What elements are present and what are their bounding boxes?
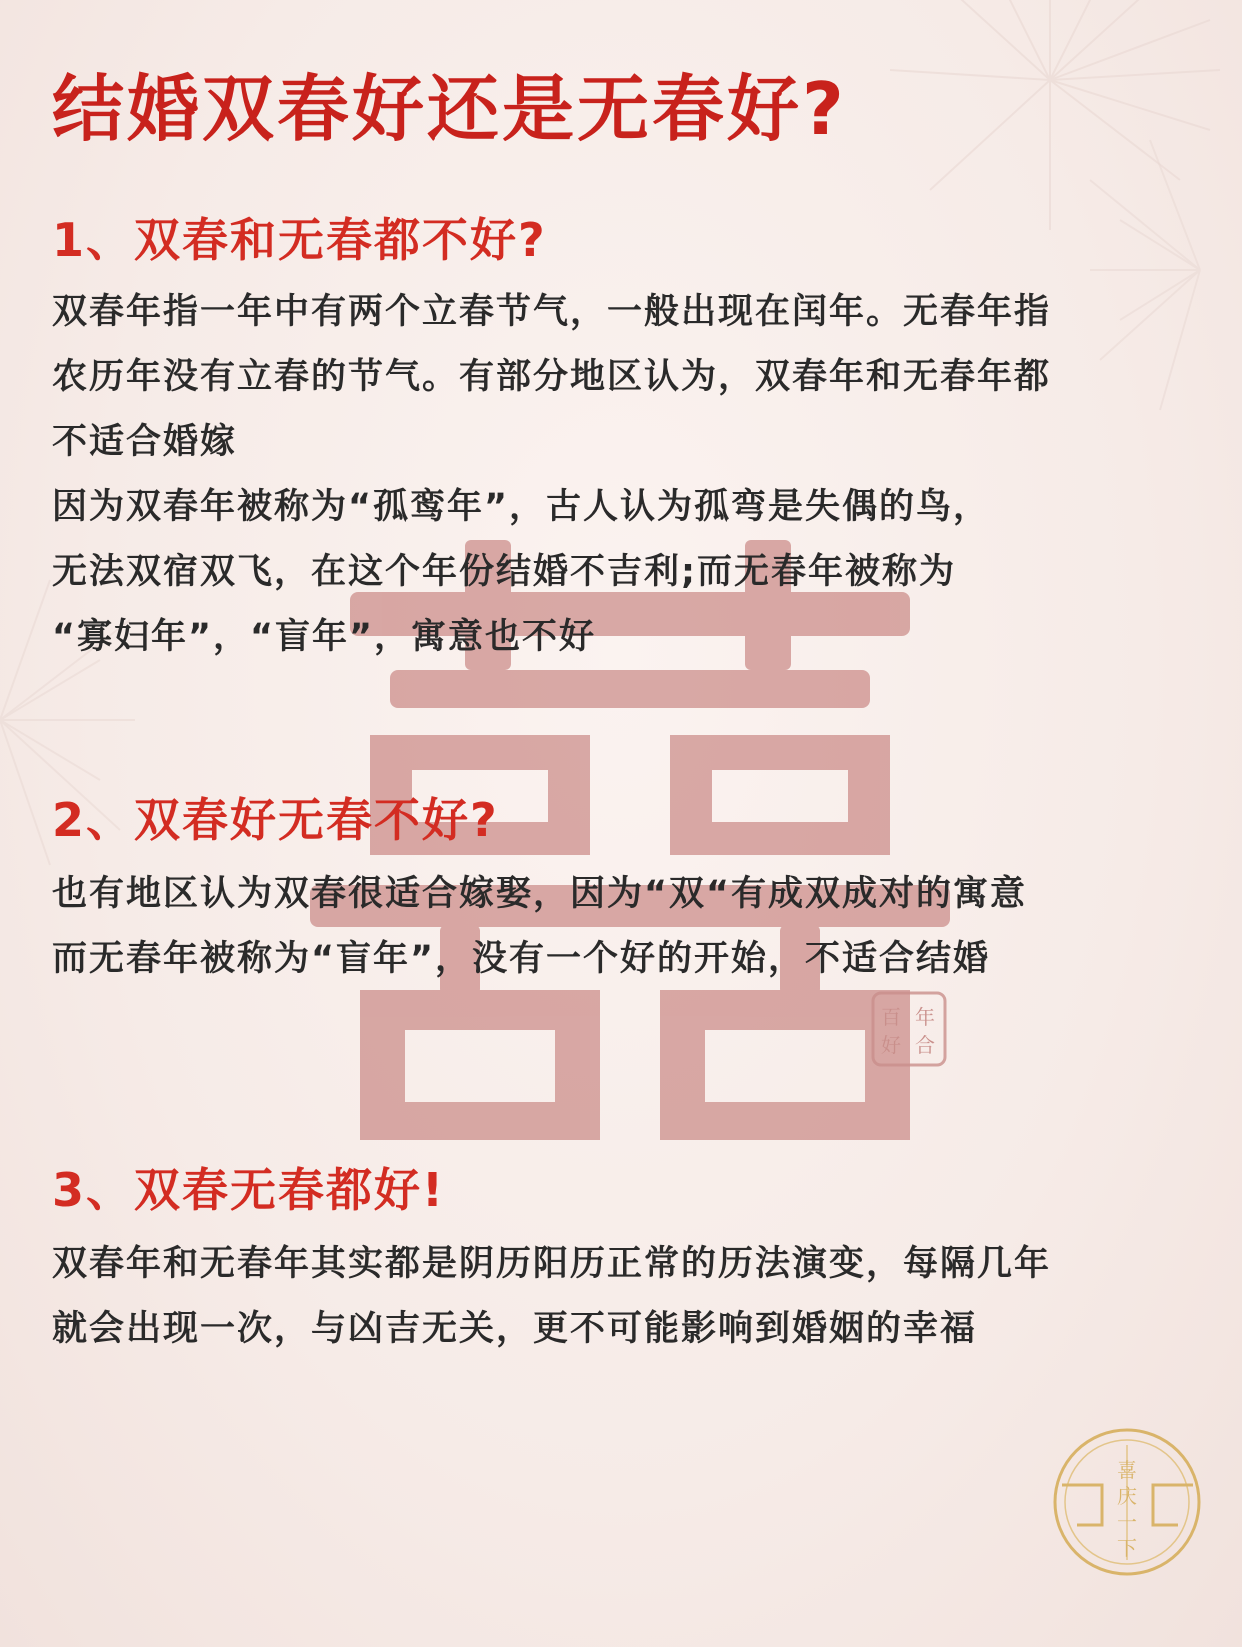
small-stamp-icon bbox=[870, 990, 948, 1068]
stamp-char-3: 好 bbox=[881, 1033, 901, 1057]
seal-char-3: 一 bbox=[1117, 1510, 1137, 1534]
seal-char-4: 下 bbox=[1117, 1536, 1137, 1560]
body-line: “寡妇年”，“盲年”，寓意也不好 bbox=[52, 617, 597, 657]
body-line: 就会出现一次，与凶吉无关，更不可能影响到婚姻的幸福 bbox=[52, 1309, 978, 1349]
stamp-char-1: 百 bbox=[881, 1005, 901, 1029]
section-body bbox=[52, 1232, 1182, 1362]
page-title: 结婚双春好还是无春好? bbox=[52, 67, 847, 151]
section-body bbox=[52, 862, 1182, 992]
stamp-char-4: 合 bbox=[915, 1033, 935, 1057]
gold-seal-icon bbox=[1050, 1425, 1205, 1580]
seal-char-1: 喜 bbox=[1117, 1458, 1137, 1482]
seal-char-2: 庆 bbox=[1117, 1484, 1137, 1508]
body-line: 双春年指一年中有两个立春节气，一般出现在闰年。无春年指 bbox=[52, 292, 1052, 332]
section-heading: 1、双春和无春都不好? bbox=[52, 213, 547, 267]
body-line: 因为双春年被称为“孤鸾年”，古人认为孤弯是失偶的鸟， bbox=[52, 487, 991, 527]
stamp-char-2: 年 bbox=[915, 1005, 935, 1029]
section-heading: 3、双春无春都好! bbox=[52, 1163, 445, 1217]
section-1 bbox=[52, 210, 1182, 670]
section-heading: 2、双春好无春不好? bbox=[52, 793, 499, 847]
body-line: 不适合婚嫁 bbox=[52, 422, 238, 462]
body-line: 也有地区认为双春很适合嫁娶，因为“双“有成双成对的寓意 bbox=[52, 874, 1028, 914]
body-line: 无法双宿双飞，在这个年份结婚不吉利;而无春年被称为 bbox=[52, 552, 956, 592]
section-2 bbox=[52, 790, 1182, 992]
body-line: 农历年没有立春的节气。有部分地区认为，双春年和无春年都 bbox=[52, 357, 1052, 397]
section-3 bbox=[52, 1160, 1182, 1362]
section-body bbox=[52, 280, 1182, 670]
body-line: 双春年和无春年其实都是阴历阳历正常的历法演变，每隔几年 bbox=[52, 1244, 1052, 1284]
body-line: 而无春年被称为“盲年”，没有一个好的开始，不适合结婚 bbox=[52, 939, 991, 979]
